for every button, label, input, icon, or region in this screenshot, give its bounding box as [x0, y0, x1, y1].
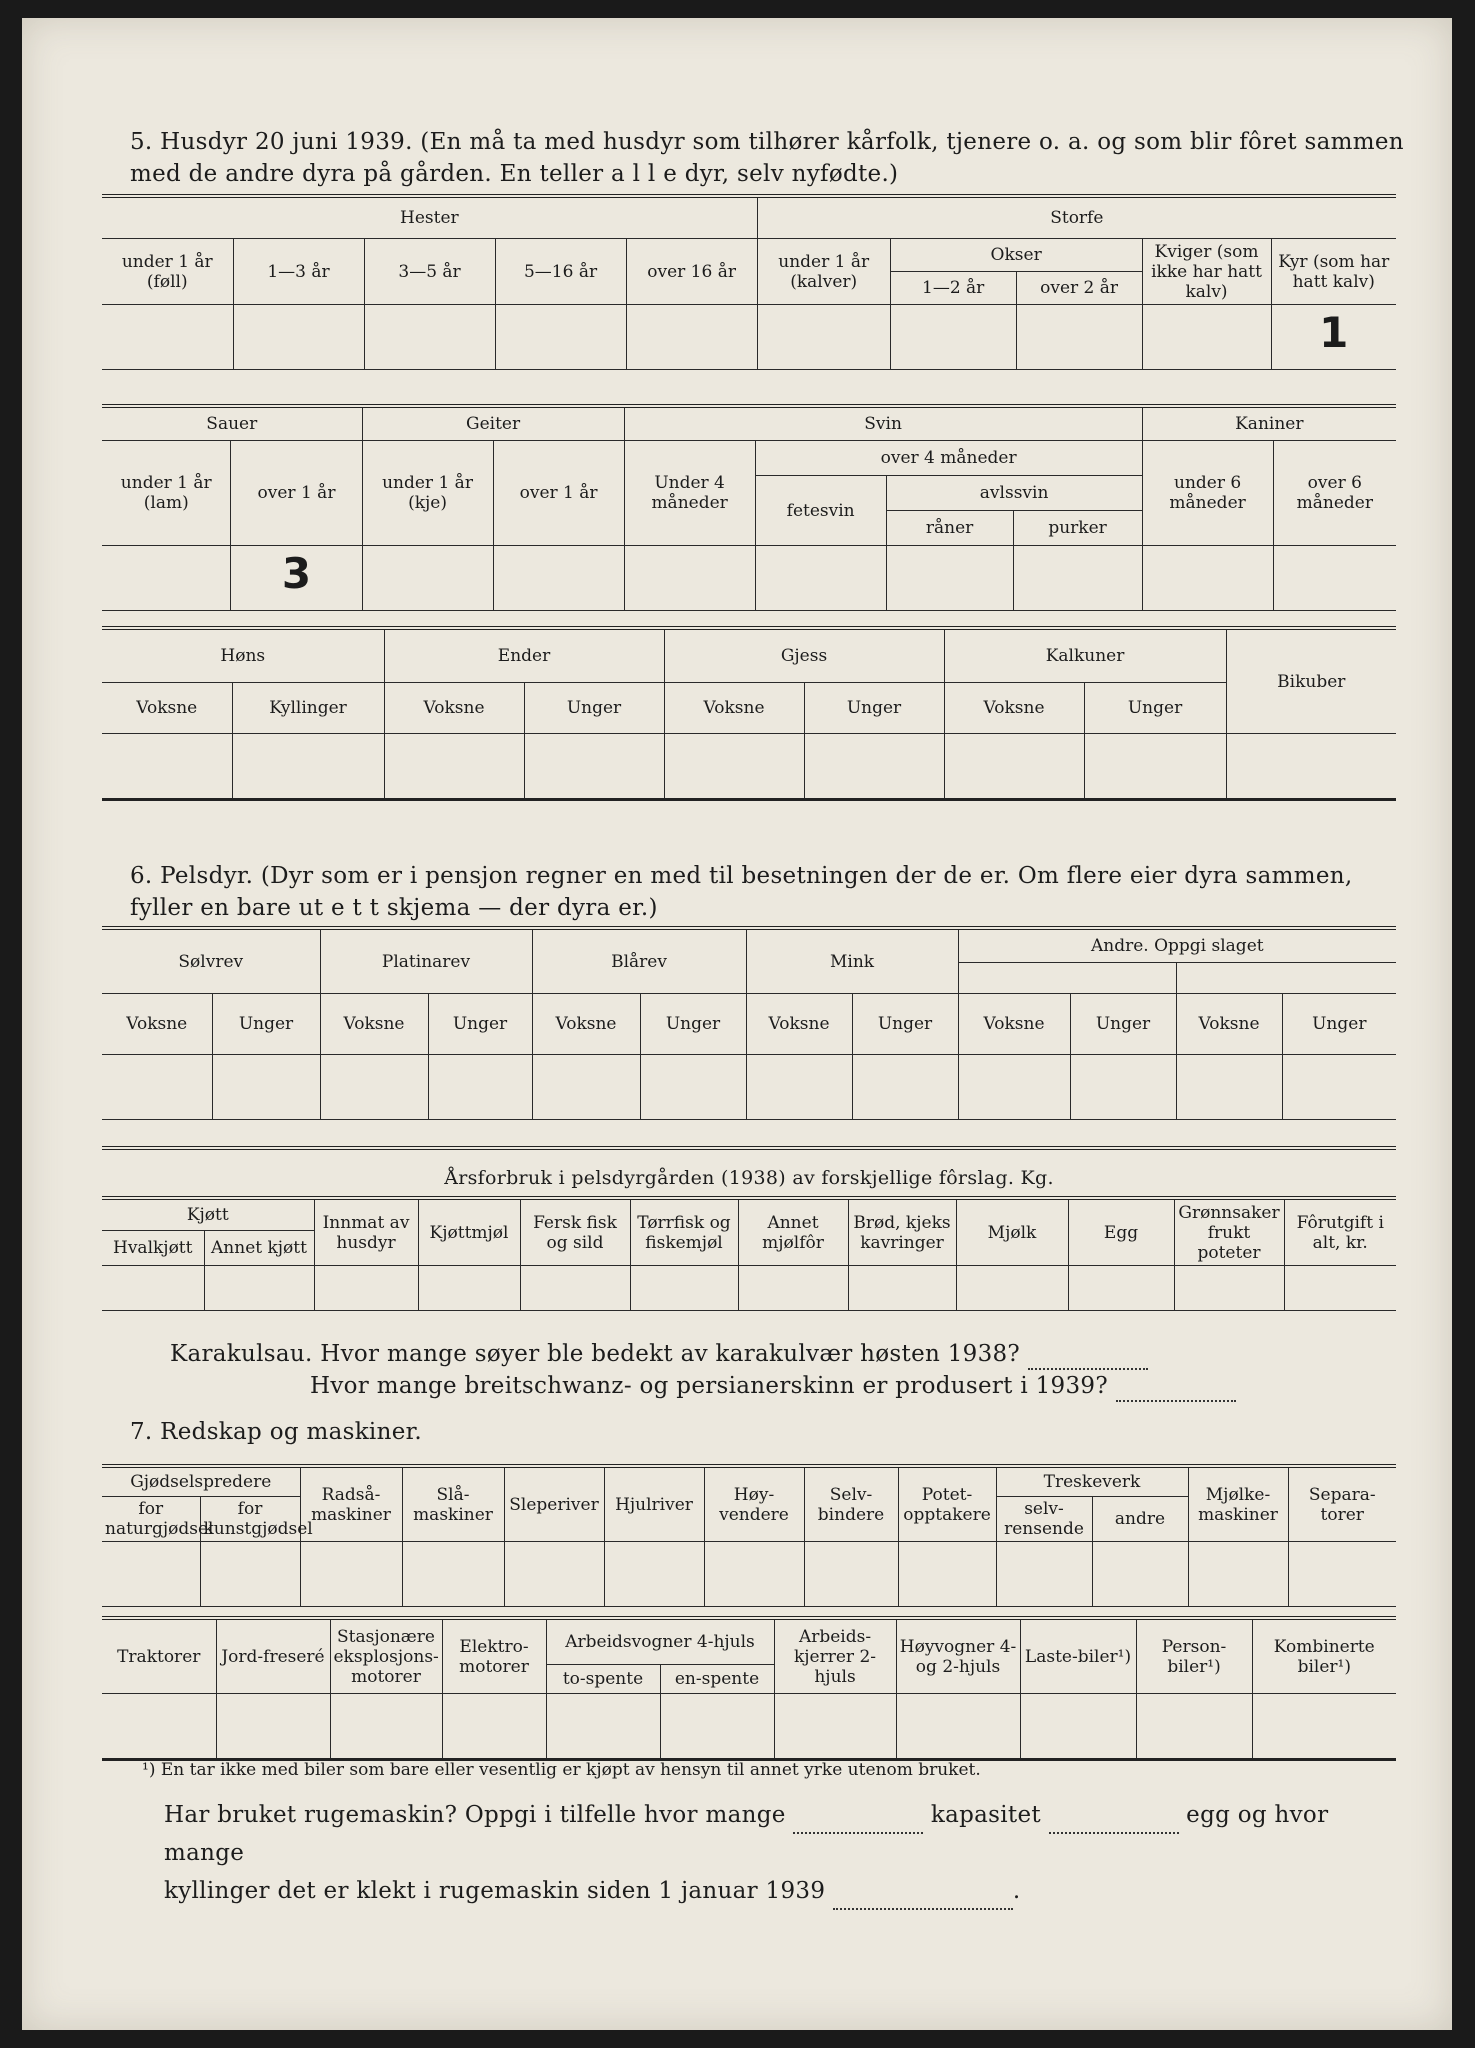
rugemaskin-q2: kyllinger det er klekt i rugemaskin siden 1 januar 1939	[164, 1878, 826, 1904]
gjodsel-header: Gjødselspredere	[102, 1466, 300, 1497]
redskap-table-2	[102, 1616, 1396, 1761]
entry-cell[interactable]	[1252, 1694, 1396, 1760]
kalkuner-col-unger: Unger	[1084, 683, 1226, 734]
okser-col-over2: over 2 år	[1016, 272, 1142, 305]
okser-col-1-2: 1—2 år	[890, 272, 1016, 305]
pels-col-unger: Unger	[1070, 994, 1176, 1055]
platinarev-header: Platinarev	[320, 928, 532, 994]
kalkuner-col-voksne: Voksne	[944, 683, 1084, 734]
entry-cell[interactable]	[1142, 546, 1273, 611]
entry-cell[interactable]	[958, 1055, 1070, 1120]
karakul-block	[170, 1338, 1370, 1402]
vehicle-col-stasjonare: Stasjonære eksplosjons-motorer	[330, 1618, 442, 1694]
andre-slag-field-1[interactable]	[958, 963, 1176, 994]
rugemaskin-antall-field[interactable]	[793, 1814, 923, 1834]
entry-cell[interactable]	[886, 546, 1013, 611]
entry-cell[interactable]	[660, 1694, 774, 1760]
entry-cell[interactable]	[1013, 546, 1142, 611]
entry-cell[interactable]	[102, 734, 232, 800]
entry-cell[interactable]	[624, 546, 755, 611]
entry-cell[interactable]	[996, 1542, 1092, 1607]
entry-cell[interactable]	[1188, 1542, 1288, 1607]
entry-cell[interactable]	[546, 1694, 660, 1760]
tool-col-hjulriver: Hjulriver	[604, 1466, 704, 1542]
ender-col-voksne: Voksne	[384, 683, 524, 734]
rugemaskin-q1c: egg og hvor mange	[164, 1802, 1329, 1866]
svin-col-purker: purker	[1013, 511, 1142, 546]
pels-col-unger: Unger	[640, 994, 746, 1055]
entry-cell[interactable]	[102, 1055, 212, 1120]
treskeverk-header: Treskeverk	[996, 1466, 1188, 1497]
entry-cell[interactable]	[442, 1694, 546, 1760]
karakul-q1: Karakulsau. Hvor mange søyer ble bedekt av karakulvær høsten 1938?	[170, 1341, 1021, 1367]
svin-header: Svin	[624, 406, 1142, 441]
feed-col-egg: Egg	[1068, 1198, 1174, 1266]
entry-cell[interactable]	[102, 1694, 216, 1760]
pels-col-voksne: Voksne	[320, 994, 428, 1055]
hester-col-5-16: 5—16 år	[495, 239, 626, 305]
entry-cell[interactable]	[1136, 1694, 1252, 1760]
vehicle-col-lastebiler: Laste-biler¹)	[1020, 1618, 1136, 1694]
tool-col-hoyvendere: Høy-vendere	[704, 1466, 804, 1542]
hester-col-1-3: 1—3 år	[233, 239, 364, 305]
hester-header: Hester	[102, 196, 757, 239]
sauer-over1-entry-cell[interactable]	[231, 546, 362, 611]
feed-col-gronnsaker: Grønnsaker frukt poteter	[1174, 1198, 1284, 1266]
mink-header: Mink	[746, 928, 958, 994]
sauer-header: Sauer	[102, 406, 362, 441]
entry-cell[interactable]	[755, 546, 886, 611]
sauer-handwritten-value: 3	[281, 548, 312, 598]
entry-cell[interactable]	[384, 734, 524, 800]
pels-col-unger: Unger	[428, 994, 532, 1055]
entry-cell[interactable]	[664, 734, 804, 800]
pels-col-unger: Unger	[212, 994, 320, 1055]
feed-col-annet-mjolfor: Annet mjølfôr	[738, 1198, 848, 1266]
tresk-col-andre: andre	[1092, 1497, 1188, 1542]
husdyr-fjorfe-table	[102, 626, 1396, 801]
forbruk-table	[102, 1196, 1396, 1311]
entry-cell[interactable]	[848, 1266, 956, 1311]
vehicle-col-traktorer: Traktorer	[102, 1618, 216, 1694]
entry-cell[interactable]	[232, 734, 384, 800]
gjess-col-unger: Unger	[804, 683, 944, 734]
entry-cell[interactable]	[102, 1266, 204, 1311]
form-page	[22, 18, 1452, 2030]
footnote: ¹) En tar ikke med biler som bare eller vesentlig er kjøpt av hensyn til annet yrke utenom bruket.	[142, 1760, 981, 1780]
storfe-col-kyr: Kyr (som har hatt kalv)	[1271, 239, 1396, 305]
arbeid-col-tospente: to-spente	[546, 1665, 660, 1694]
feed-col-mjolk: Mjølk	[956, 1198, 1068, 1266]
rugemaskin-q1a: Har bruket rugemaskin? Oppgi i tilfelle hvor mange	[164, 1802, 786, 1828]
gjodsel-col-kunst: for kunstgjødsel	[200, 1497, 300, 1542]
entry-cell[interactable]	[630, 1266, 738, 1311]
entry-cell[interactable]	[804, 1542, 898, 1607]
entry-cell[interactable]	[1084, 734, 1226, 800]
entry-cell[interactable]	[524, 734, 664, 800]
redskap-table-1	[102, 1464, 1396, 1607]
storfe-col-kalver: under 1 år (kalver)	[757, 239, 890, 305]
pels-col-voksne: Voksne	[102, 994, 212, 1055]
tool-col-mjolkemaskiner: Mjølke-maskiner	[1188, 1466, 1288, 1542]
gjess-header: Gjess	[664, 628, 944, 683]
vehicle-col-personbiler: Person-biler¹)	[1136, 1618, 1252, 1694]
entry-cell[interactable]	[1174, 1266, 1284, 1311]
section-5-heading-line1: 5. Husdyr 20 juni 1939. (En må ta med husdyr som tilhører kårfolk, tjenere o. a. og som blir fôret sammen	[130, 129, 1404, 155]
section-7-heading: 7. Redskap og maskiner.	[130, 1419, 422, 1445]
kjott-header: Kjøtt	[102, 1198, 314, 1231]
entry-cell[interactable]	[1288, 1542, 1396, 1607]
entry-cell[interactable]	[428, 1055, 532, 1120]
geiter-header: Geiter	[362, 406, 624, 441]
entry-cell[interactable]	[1284, 1266, 1396, 1311]
tool-col-radsa: Radså-maskiner	[300, 1466, 402, 1542]
hons-header: Høns	[102, 628, 384, 683]
vehicle-col-kjerrer: Arbeids-kjerrer 2-hjuls	[774, 1618, 896, 1694]
section-6-heading-line2: fyller en bare ut e t t skjema — der dyra er.)	[130, 895, 658, 921]
entry-cell[interactable]	[330, 1694, 442, 1760]
pels-col-voksne: Voksne	[746, 994, 852, 1055]
sauer-col-over1: over 1 år	[231, 441, 362, 546]
entry-cell[interactable]	[1142, 305, 1271, 370]
entry-cell[interactable]	[757, 305, 890, 370]
entry-cell[interactable]	[364, 305, 495, 370]
feed-col-brod: Brød, kjeks kavringer	[848, 1198, 956, 1266]
entry-cell[interactable]	[212, 1055, 320, 1120]
tool-col-sleperiver: Sleperiver	[504, 1466, 604, 1542]
section-5-heading	[130, 126, 1440, 190]
entry-cell[interactable]	[704, 1542, 804, 1607]
entry-cell[interactable]	[1020, 1694, 1136, 1760]
entry-cell[interactable]	[200, 1542, 300, 1607]
entry-cell[interactable]	[102, 1542, 200, 1607]
storfe-header: Storfe	[757, 196, 1396, 239]
geiter-col-over1: over 1 år	[493, 441, 624, 546]
sauer-col-lam: under 1 år (lam)	[102, 441, 231, 546]
entry-cell[interactable]	[493, 546, 624, 611]
hester-col-over16: over 16 år	[626, 239, 757, 305]
storfe-col-kviger: Kviger (som ikke har hatt kalv)	[1142, 239, 1271, 305]
hester-col-foll: under 1 år (føll)	[102, 239, 233, 305]
entry-cell[interactable]	[898, 1542, 996, 1607]
kaniner-col-over6: over 6 måneder	[1273, 441, 1396, 546]
karakul-q2-answer[interactable]	[1116, 1382, 1236, 1402]
entry-cell[interactable]	[102, 546, 231, 611]
feed-col-forutgift: Fôrutgift i alt, kr.	[1284, 1198, 1396, 1266]
okser-header: Okser	[890, 239, 1142, 272]
hons-col-voksne: Voksne	[102, 683, 232, 734]
entry-cell[interactable]	[504, 1542, 604, 1607]
entry-cell[interactable]	[604, 1542, 704, 1607]
andre-header: Andre. Oppgi slaget	[958, 928, 1396, 963]
entry-cell[interactable]	[774, 1694, 896, 1760]
kyr-entry-cell[interactable]	[1271, 305, 1396, 370]
entry-cell[interactable]	[1068, 1266, 1174, 1311]
section-5-heading-line2: med de andre dyra på gården. En teller a l l e dyr, selv nyfødte.)	[130, 161, 899, 187]
entry-cell[interactable]	[418, 1266, 520, 1311]
feed-col-innmat: Innmat av husdyr	[314, 1198, 418, 1266]
entry-cell[interactable]	[314, 1266, 418, 1311]
pelsdyr-table	[102, 926, 1396, 1120]
gjess-col-voksne: Voksne	[664, 683, 804, 734]
ender-col-unger: Unger	[524, 683, 664, 734]
pels-col-voksne: Voksne	[532, 994, 640, 1055]
tool-col-sla: Slå-maskiner	[402, 1466, 504, 1542]
ender-header: Ender	[384, 628, 664, 683]
feed-col-torrfisk: Tørrfisk og fiskemjøl	[630, 1198, 738, 1266]
kjott-col-hval: Hvalkjøtt	[102, 1231, 204, 1266]
section-6-heading	[130, 860, 1440, 924]
entry-cell[interactable]	[1282, 1055, 1396, 1120]
vehicle-col-jordfresere: Jord-freseré	[216, 1618, 330, 1694]
geiter-col-kje: under 1 år (kje)	[362, 441, 493, 546]
feed-col-fersk-fisk: Fersk fisk og sild	[520, 1198, 630, 1266]
svin-over4-header: over 4 måneder	[755, 441, 1142, 476]
pels-col-voksne: Voksne	[958, 994, 1070, 1055]
tool-col-selvbindere: Selv-bindere	[804, 1466, 898, 1542]
entry-cell[interactable]	[944, 734, 1084, 800]
kaniner-col-under6: under 6 måneder	[1142, 441, 1273, 546]
pels-col-unger: Unger	[852, 994, 958, 1055]
husdyr-sauer-svin-table	[102, 404, 1396, 611]
kyr-handwritten-value: 1	[1319, 307, 1349, 357]
entry-cell[interactable]	[626, 305, 757, 370]
blarev-header: Blårev	[532, 928, 746, 994]
vehicle-col-elektromotorer: Elektro-motorer	[442, 1618, 546, 1694]
hester-col-3-5: 3—5 år	[364, 239, 495, 305]
solvrev-header: Sølvrev	[102, 928, 320, 994]
entry-cell[interactable]	[852, 1055, 958, 1120]
entry-cell[interactable]	[362, 546, 493, 611]
pels-col-unger: Unger	[1282, 994, 1396, 1055]
vehicle-col-hoyvogner: Høyvogner 4- og 2-hjuls	[896, 1618, 1020, 1694]
entry-cell[interactable]	[956, 1266, 1068, 1311]
tresk-col-selvrensende: selv-rensende	[996, 1497, 1092, 1542]
svin-col-under4: Under 4 måneder	[624, 441, 755, 546]
arbeidsvogner-header: Arbeidsvogner 4-hjuls	[546, 1618, 774, 1665]
svin-col-raner: råner	[886, 511, 1013, 546]
pels-col-voksne: Voksne	[1176, 994, 1282, 1055]
entry-cell[interactable]	[1092, 1542, 1188, 1607]
tool-col-potetopptakere: Potet-opptakere	[898, 1466, 996, 1542]
entry-cell[interactable]	[102, 305, 233, 370]
husdyr-hester-storfe-table	[102, 194, 1396, 370]
entry-cell[interactable]	[1226, 734, 1396, 800]
arbeid-col-enspente: en-spente	[660, 1665, 774, 1694]
entry-cell[interactable]	[532, 1055, 640, 1120]
entry-cell[interactable]	[495, 305, 626, 370]
section-6-heading-line1: 6. Pelsdyr. (Dyr som er i pensjon regner en med til besetningen der de er. Om flere eier dyra sammen,	[130, 863, 1353, 889]
entry-cell[interactable]	[890, 305, 1016, 370]
svin-col-fetesvin: fetesvin	[755, 476, 886, 546]
entry-cell[interactable]	[233, 305, 364, 370]
vehicle-col-kombinerte: Kombinerte biler¹)	[1252, 1618, 1396, 1694]
entry-cell[interactable]	[896, 1694, 1020, 1760]
kjott-col-annet: Annet kjøtt	[204, 1231, 314, 1266]
rugemaskin-kyllinger-field[interactable]	[833, 1890, 1013, 1910]
entry-cell[interactable]	[300, 1542, 402, 1607]
entry-cell[interactable]	[402, 1542, 504, 1607]
entry-cell[interactable]	[216, 1694, 330, 1760]
entry-cell[interactable]	[804, 734, 944, 800]
entry-cell[interactable]	[738, 1266, 848, 1311]
entry-cell[interactable]	[640, 1055, 746, 1120]
karakul-q1-answer[interactable]	[1028, 1350, 1148, 1370]
entry-cell[interactable]	[1016, 305, 1142, 370]
entry-cell[interactable]	[1070, 1055, 1176, 1120]
entry-cell[interactable]	[1176, 1055, 1282, 1120]
andre-slag-field-2[interactable]	[1176, 963, 1396, 994]
rugemaskin-block: Har bruket rugemaskin? Oppgi i tilfelle hvor mange kapasitet egg og hvor mange kyllinger det er klekt i rugemaskin siden 1 januar 1939 .	[164, 1796, 1404, 1910]
gjodsel-col-natur: for naturgjødsel	[102, 1497, 200, 1542]
bikuber-header: Bikuber	[1226, 628, 1396, 734]
entry-cell[interactable]	[320, 1055, 428, 1120]
kaniner-header: Kaniner	[1142, 406, 1396, 441]
feed-col-kjottmjol: Kjøttmjøl	[418, 1198, 520, 1266]
entry-cell[interactable]	[746, 1055, 852, 1120]
hons-col-kyllinger: Kyllinger	[232, 683, 384, 734]
entry-cell[interactable]	[520, 1266, 630, 1311]
svin-avlssvin-header: avlssvin	[886, 476, 1142, 511]
tool-col-separatorer: Separa-torer	[1288, 1466, 1396, 1542]
kalkuner-header: Kalkuner	[944, 628, 1226, 683]
entry-cell[interactable]	[204, 1266, 314, 1311]
rugemaskin-kapasitet-field[interactable]	[1049, 1814, 1179, 1834]
forbruk-title: Årsforbruk i pelsdyrgården (1938) av forskjellige fôrslag. Kg.	[102, 1146, 1396, 1194]
entry-cell[interactable]	[1273, 546, 1396, 611]
rugemaskin-q1b: kapasitet	[930, 1802, 1041, 1828]
karakul-q2: Hvor mange breitschwanz- og persianerskinn er produsert i 1939?	[310, 1373, 1108, 1399]
